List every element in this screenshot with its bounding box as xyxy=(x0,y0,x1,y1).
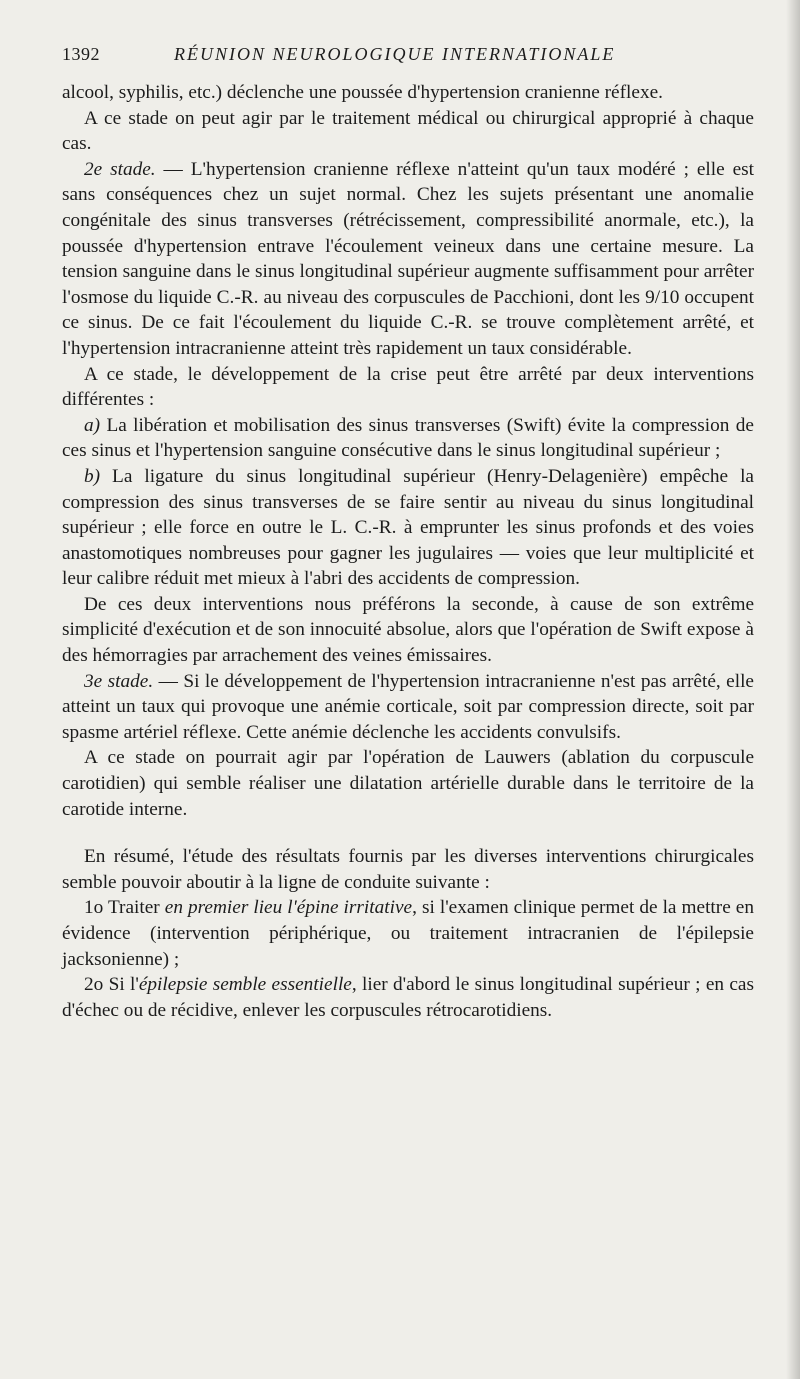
paragraph-stage2-interventions: A ce stade, le développement de la crise peut être arrêté par deux interventions différentes : xyxy=(62,363,754,411)
paragraph-stage3: 3e stade. — Si le développement de l'hypertension intracranienne n'est pas arrêté, elle atteint un taux qui provoque une anémie corticale, soit par compression directe, soit par spasme artériel réflexe. Cette anémie déclenche les accidents convulsifs. xyxy=(62,670,754,743)
emphasis: épilepsie semble essentielle xyxy=(138,974,352,996)
paragraph-stage3-action: A ce stade on pourrait agir par l'opération de Lauwers (ablation du corpuscule carotidien) qui semble réaliser une dilatation artérielle durable dans le territoire de la carotide interne. xyxy=(62,747,754,820)
paragraph-summary: En résumé, l'étude des résultats fournis par les diverses interventions chirurgicales semble pouvoir aboutir à la ligne de conduite suivante : xyxy=(62,846,754,893)
paragraph-stage1-action: A ce stade on peut agir par le traitement médical ou chirurgical approprié à chaque cas. xyxy=(62,107,754,155)
body-text xyxy=(62,80,754,1023)
paragraph-continuation: alcool, syphilis, etc.) déclenche une poussée d'hypertension cranienne réflexe. xyxy=(62,82,663,103)
paragraph-intervention-a: a) La libération et mobilisation des sinus transverses (Swift) évite la compression de ces sinus et l'hypertension sanguine consécutive dans le sinus longitudinal supérieur ; xyxy=(62,414,754,462)
stage-heading: 3e stade. xyxy=(84,670,154,692)
paragraph-preference: De ces deux interventions nous préférons la seconde, à cause de son extrême simplicité d'exécution et de son innocuité absolue, alors que l'opération de Swift expose à des hémorragies par arrachement des veines émissaires. xyxy=(62,593,754,667)
paragraph-intervention-b: b) La ligature du sinus longitudinal supérieur (Henry-Delagenière) empêche la compression des sinus transverses de se faire sentir au niveau du sinus longitudinal supérieur ; elle force en outre le L. C.-R. à emprunter les sinus profonds et des voies anastomotiques nombreuses pour gagner les jugulaires — voies que leur multiplicité et leur calibre réduit met mieux à l'abri des accidents de compression. xyxy=(62,465,754,590)
page-edge-shadow xyxy=(786,0,800,1379)
list-marker: a) xyxy=(84,414,101,436)
paragraph-stage2: 2e stade. — L'hypertension cranienne réflexe n'atteint qu'un taux modéré ; elle est sans conséquences chez un sujet normal. Chez les sujets présentant une anomalie congénitale des sinus transverses (rétrécissement, compressibilité anormale, etc.), la poussée d'hypertension entrave l'écoulement veineux dans une certaine mesure. La tension sanguine dans le sinus longitudinal supérieur augmente suffisamment pour arrêter l'osmose du liquide C.-R. au niveau des corpuscules de Pacchioni, dont les 9/10 occupent ce sinus. De ce fait l'écoulement du liquide C.-R. se trouve complètement arrêté, et l'hypertension intracranienne atteint très rapidement un taux considérable. xyxy=(62,158,754,359)
running-title: RÉUNION NEUROLOGIQUE INTERNATIONALE xyxy=(174,44,616,64)
list-marker: b) xyxy=(84,465,101,487)
paragraph-conduct-1: 1o Traiter en premier lieu l'épine irritative, si l'examen clinique permet de la mettre en évidence (intervention périphérique, ou traitement intracranien de l'épilepsie jacksonienne) ; xyxy=(62,897,754,970)
stage-heading: 2e stade. xyxy=(84,158,156,180)
paragraph-conduct-2: 2o Si l'épilepsie semble essentielle, lier d'abord le sinus longitudinal supérieur ; en cas d'échec ou de récidive, enlever les corpuscules rétrocarotidiens. xyxy=(62,974,754,1021)
page-number: 1392 xyxy=(62,44,100,64)
emphasis: en premier lieu l'épine irritative xyxy=(164,897,413,919)
page-header xyxy=(62,44,742,68)
